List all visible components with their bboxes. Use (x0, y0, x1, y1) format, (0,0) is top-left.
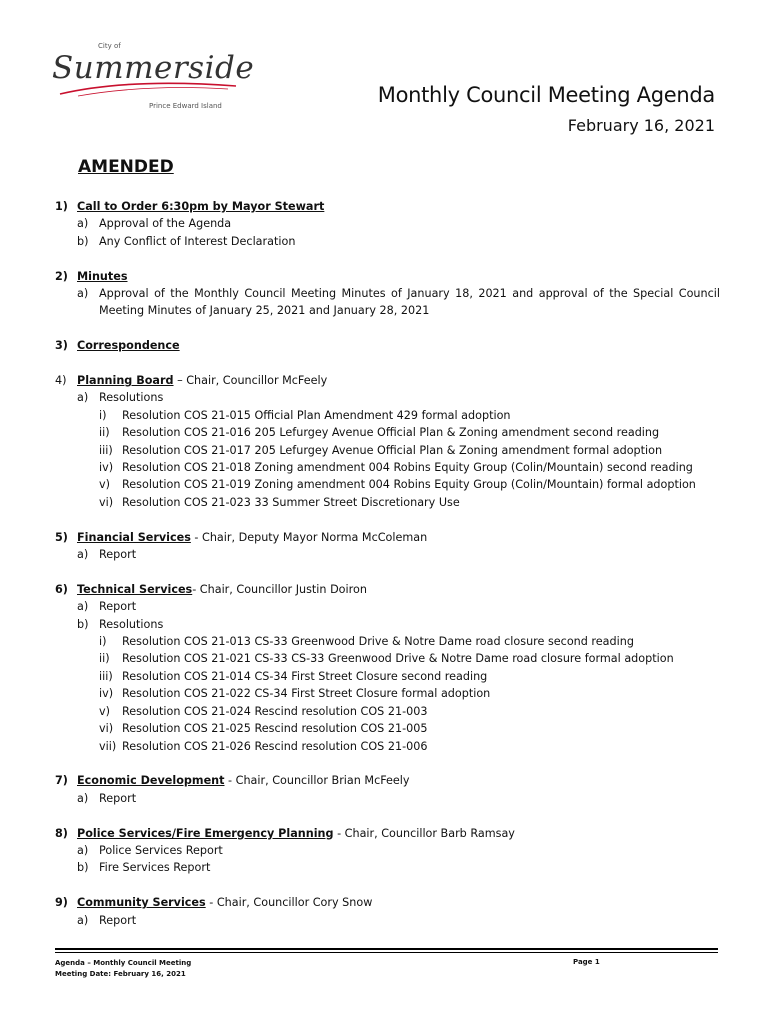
subitem-text: Approval of the Agenda (99, 217, 232, 231)
resolution-item (55, 494, 720, 511)
subitem-text: Report (99, 600, 137, 614)
resolution-label: v) (99, 478, 110, 492)
resolution-item (55, 476, 720, 493)
agenda-item (55, 894, 720, 929)
resolution-label: iii) (99, 669, 113, 683)
subitem-label: a) (77, 217, 89, 231)
agenda-item-heading (55, 581, 720, 598)
agenda-item-chair: – Chair, Councillor McFeely (173, 374, 328, 388)
resolution-label: iv) (99, 461, 114, 475)
logo-name: Summerside (52, 50, 255, 86)
agenda-item-title: Planning Board (77, 374, 174, 388)
resolution-label: i) (99, 408, 107, 422)
agenda-item-number: 9) (55, 896, 68, 910)
agenda-subitem (55, 233, 720, 250)
resolution-label: iii) (99, 443, 113, 457)
footer-line1: Agenda – Monthly Council Meeting (55, 959, 192, 967)
agenda-item-heading (55, 372, 720, 389)
resolution-text: Resolution COS 21-015 Official Plan Amendment 429 formal adoption (122, 408, 511, 422)
resolution-text: Resolution COS 21-022 CS-34 First Street Closure formal adoption (122, 687, 491, 701)
subitem-text: Fire Services Report (99, 861, 211, 875)
page-title: Monthly Council Meeting Agenda (377, 83, 715, 107)
agenda-item-number: 7) (55, 774, 68, 788)
resolution-item (55, 650, 720, 667)
subitem-text: Report (99, 913, 137, 927)
resolution-label: ii) (99, 652, 110, 666)
resolution-text: Resolution COS 21-017 205 Lefurgey Avenue Official Plan & Zoning amendment formal adoption (122, 443, 663, 457)
subitem-label: a) (77, 391, 89, 405)
agenda-item (55, 581, 720, 755)
agenda-item-chair: - Chair, Deputy Mayor Norma McColeman (190, 530, 428, 544)
resolution-text: Resolution COS 21-023 33 Summer Street Discretionary Use (122, 495, 460, 509)
agenda-item-heading (55, 529, 720, 546)
agenda-item-heading (55, 825, 720, 842)
city-logo (52, 42, 255, 110)
resolution-text: Resolution COS 21-025 Rescind resolution COS 21-005 (122, 722, 428, 736)
agenda-subitem (55, 546, 720, 563)
resolution-item (55, 720, 720, 737)
agenda-item (55, 529, 720, 564)
subitem-text: Any Conflict of Interest Declaration (99, 234, 296, 248)
agenda-item-title: Financial Services (77, 530, 191, 544)
agenda-subitem (55, 389, 720, 406)
resolution-text: Resolution COS 21-021 CS-33 CS-33 Greenwood Drive & Notre Dame road closure formal adoption (122, 652, 674, 666)
agenda-item-title: Police Services/Fire Emergency Planning (77, 826, 334, 840)
resolution-label: ii) (99, 426, 110, 440)
resolution-text: Resolution COS 21-024 Rescind resolution COS 21-003 (122, 704, 428, 718)
logo-swoosh-icon (58, 80, 238, 100)
agenda-subitem (55, 598, 720, 615)
resolution-item (55, 459, 720, 476)
agenda-subitem (55, 215, 720, 232)
resolution-item (55, 407, 720, 424)
agenda-item-title: Call to Order 6:30pm by Mayor Stewart (77, 200, 325, 213)
agenda-list (55, 198, 720, 946)
resolution-label: iv) (99, 687, 114, 701)
page-number: Page 1 (573, 958, 600, 966)
agenda-item (55, 337, 720, 354)
agenda-item-heading (55, 337, 720, 354)
logo-top-text: City of (98, 42, 121, 50)
subitem-text: Resolutions (99, 617, 164, 631)
resolution-text: Resolution COS 21-026 Rescind resolution COS 21-006 (122, 739, 428, 753)
agenda-item-heading (55, 894, 720, 911)
subitem-label: b) (77, 234, 89, 248)
resolution-text: Resolution COS 21-018 Zoning amendment 004 Robins Equity Group (Colin/Mountain) second reading (122, 461, 693, 475)
subitem-label: a) (77, 913, 89, 927)
agenda-item-chair: - Chair, Councillor Justin Doiron (192, 582, 367, 596)
subitem-text: Resolutions (99, 391, 164, 405)
resolution-item (55, 442, 720, 459)
agenda-item-chair: - Chair, Councillor Cory Snow (205, 896, 373, 910)
agenda-item-heading (55, 772, 720, 789)
resolution-text: Resolution COS 21-019 Zoning amendment 004 Robins Equity Group (Colin/Mountain) formal adoption (122, 478, 696, 492)
footer-divider-thin (55, 952, 718, 953)
resolution-text: Resolution COS 21-016 205 Lefurgey Avenue Official Plan & Zoning amendment second reading (122, 426, 660, 440)
logo-bottom-text: Prince Edward Island (149, 102, 222, 110)
subitem-label: b) (77, 617, 89, 631)
meeting-date: February 16, 2021 (567, 116, 715, 135)
resolution-item (55, 685, 720, 702)
resolution-label: vii) (99, 739, 117, 753)
agenda-item (55, 268, 720, 320)
subitem-label: a) (77, 548, 89, 562)
agenda-item-number: 1) (55, 200, 68, 213)
agenda-item-chair: - Chair, Councillor Brian McFeely (224, 774, 410, 788)
agenda-subitem (55, 616, 720, 633)
agenda-subitem (55, 859, 720, 876)
footer-line2: Meeting Date: February 16, 2021 (55, 970, 186, 978)
subitem-label: a) (77, 791, 89, 805)
subitem-text: Police Services Report (99, 843, 223, 857)
resolution-text: Resolution COS 21-014 CS-34 First Street Closure second reading (122, 669, 488, 683)
agenda-item-number: 8) (55, 826, 68, 840)
agenda-subitem (55, 842, 720, 859)
agenda-subitem (55, 912, 720, 929)
subitem-text: Report (99, 548, 137, 562)
agenda-item (55, 372, 720, 511)
resolution-item (55, 668, 720, 685)
subitem-label: a) (77, 843, 89, 857)
agenda-item (55, 825, 720, 877)
agenda-subitem (55, 790, 720, 807)
agenda-item-number: 2) (55, 269, 68, 283)
resolution-label: vi) (99, 722, 114, 736)
resolution-text: Resolution COS 21-013 CS-33 Greenwood Drive & Notre Dame road closure second reading (122, 635, 634, 649)
agenda-subitem (55, 285, 720, 320)
agenda-item-heading (55, 198, 720, 215)
footer-divider (55, 948, 718, 950)
agenda-item-number: 5) (55, 530, 68, 544)
agenda-item-chair: - Chair, Councillor Barb Ramsay (333, 826, 515, 840)
subitem-label: a) (77, 287, 89, 301)
subitem-text: Report (99, 791, 137, 805)
resolution-item (55, 424, 720, 441)
agenda-item-title: Minutes (77, 269, 128, 283)
resolution-label: i) (99, 635, 107, 649)
resolution-label: vi) (99, 495, 114, 509)
resolution-label: v) (99, 704, 110, 718)
agenda-item-title: Economic Development (77, 774, 225, 788)
agenda-item (55, 772, 720, 807)
agenda-item-number: 3) (55, 339, 68, 353)
resolution-item (55, 738, 720, 755)
amended-heading: AMENDED (78, 157, 174, 177)
subitem-text: Approval of the Monthly Council Meeting Minutes of January 18, 2021 and approval of the Special Council Meeting Minutes of January 25, 2021 and January 28, 2021 (99, 287, 720, 318)
agenda-item-title: Technical Services (77, 582, 193, 596)
agenda-item-number: 6) (55, 582, 68, 596)
agenda-item-heading (55, 268, 720, 285)
subitem-label: b) (77, 861, 89, 875)
agenda-item-title: Community Services (77, 896, 206, 910)
footer-info (55, 958, 191, 980)
resolution-item (55, 703, 720, 720)
resolution-item (55, 633, 720, 650)
agenda-item-title: Correspondence (77, 339, 180, 353)
agenda-item (55, 198, 720, 250)
subitem-label: a) (77, 600, 89, 614)
agenda-item-number: 4) (55, 374, 67, 388)
